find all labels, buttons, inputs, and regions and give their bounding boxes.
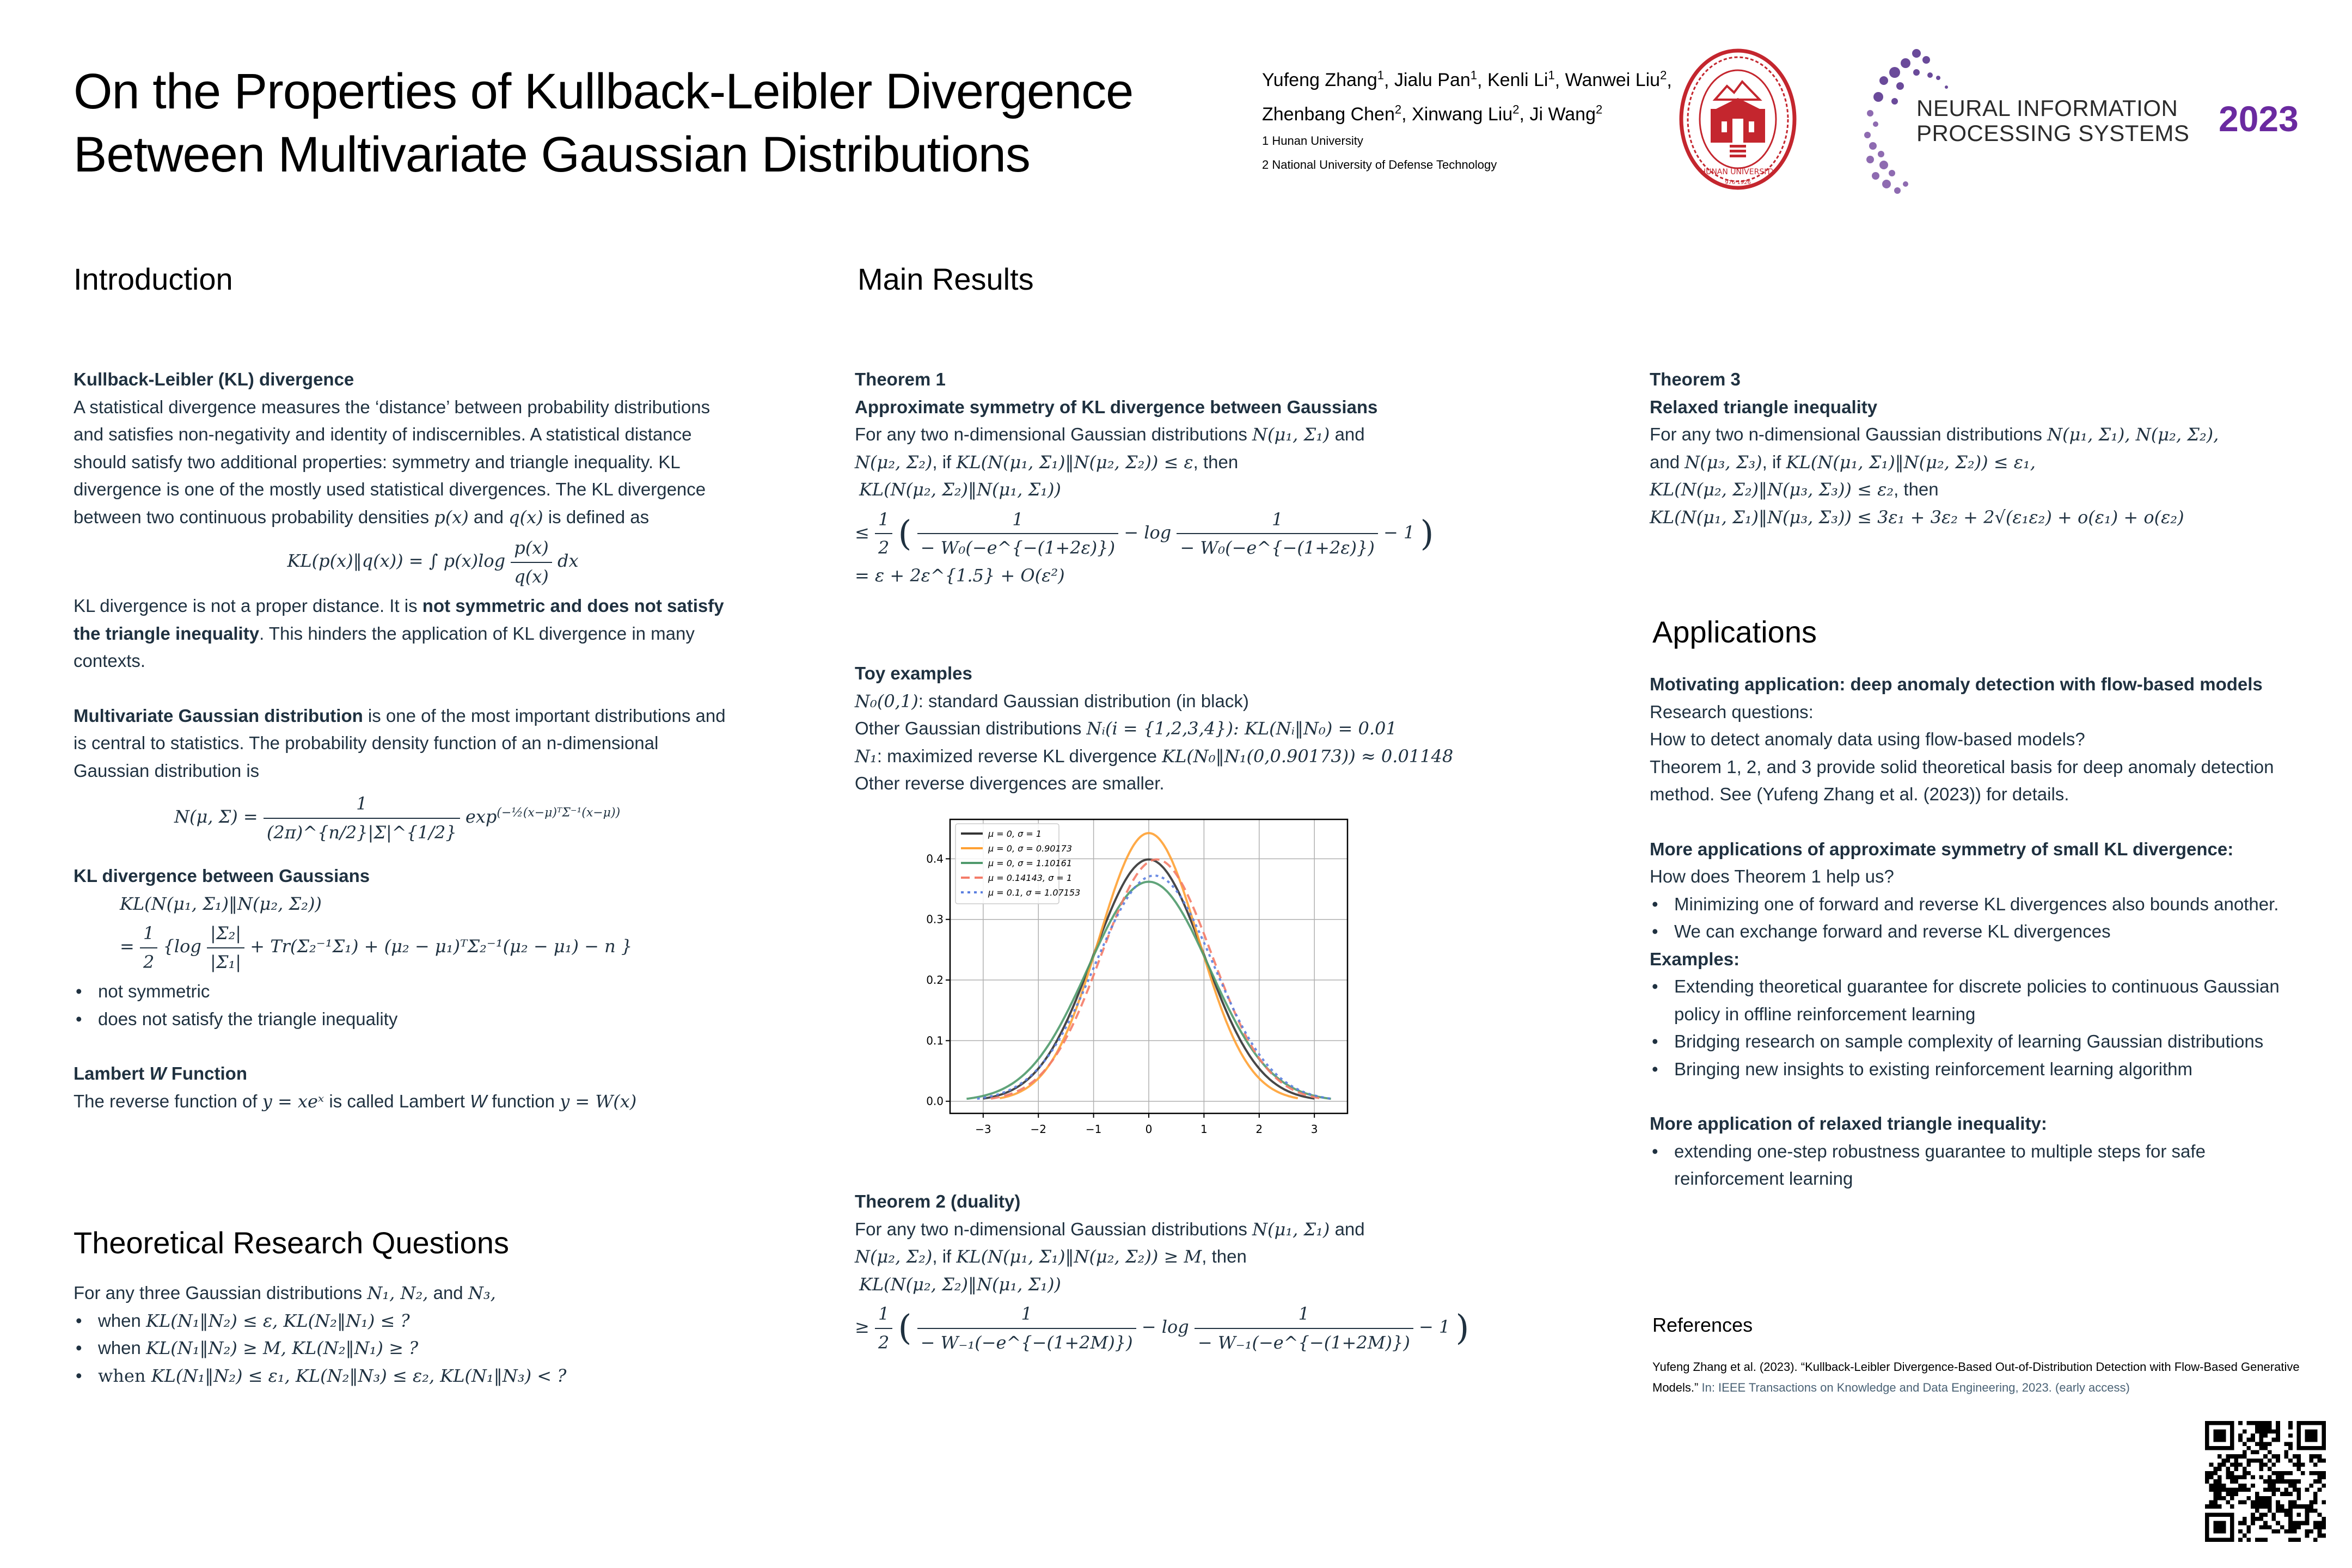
x-tick-label: 2 [1255, 1123, 1263, 1136]
theorem-1-bound: ≤ $\frac{1}{2}$ ( $\frac{1}{\text{− W₀(−e\textasciicircum{}\{−(1+2ε)\})}}$ − log $\frac{1}{\text{− W₀(−e\textasciicircum{}\{−(1+2ε)\})}}$ − 1 ) [855, 506, 1535, 562]
neurips-wordmark [1916, 96, 2189, 146]
x-tick-label: 0 [1145, 1123, 1153, 1136]
x-tick-label: 3 [1310, 1123, 1318, 1136]
list-item: • when KL(N₁‖N₂) ≥ M, KL(N₂‖N₁) ≥ ? [74, 1334, 754, 1362]
list-item: • Bringing new insights to existing reinforcement learning algorithm [1650, 1056, 2303, 1083]
research-questions-intro: For any three Gaussian distributions N₁, N₂, and N₃, [74, 1283, 496, 1303]
theorem-3-label: Theorem 3 [1650, 369, 1741, 389]
list-item: • Extending theoretical guarantee for discrete policies to continuous Gaussian policy in offline reinforcement learning [1650, 973, 2303, 1028]
list-item: • when KL(N₁‖N₂) ≤ ε₁, KL(N₂‖N₃) ≤ ε₂, KL(N₁‖N₃) < ? [74, 1362, 754, 1390]
legend-label: μ = 0, σ = 0.90173 [988, 843, 1072, 854]
y-tick-label: 0.0 [926, 1094, 944, 1108]
toy-line-2: Other Gaussian distributions Nᵢ(i = {1,2,3,4}): KL(Nᵢ‖N₀) = 0.01 [855, 718, 1397, 739]
kl-divergence-heading: Kullback-Leibler (KL) divergence [74, 369, 354, 389]
list-item: • Bridging research on sample complexity of learning Gaussian distributions [1650, 1028, 2303, 1056]
more-symmetry-heading: More applications of approximate symmetry of small KL divergence: [1650, 838, 2234, 859]
help-bullets [1650, 891, 2303, 946]
toy-examples [855, 660, 1563, 798]
how-theorem-helps: How does Theorem 1 help us? [1650, 866, 1894, 886]
neurips-line-1: NEURAL INFORMATION [1916, 95, 2178, 121]
affiliation-2: 2 National University of Defense Technology [1262, 157, 1497, 171]
x-tick-label: −3 [975, 1123, 991, 1136]
y-tick-label: 0.1 [926, 1034, 944, 1048]
kl-not-proper-paragraph: KL divergence is not a proper distance. It is not symmetric and does not satisfy the triangle inequality. This hinders the application of KL divergence in many contexts. [74, 596, 724, 671]
y-tick-label: 0.3 [926, 912, 944, 926]
qr-code-icon [2205, 1421, 2326, 1542]
title-line-2: Between Multivariate Gaussian Distributions [74, 127, 1030, 182]
research-question-text: How to detect anomaly data using flow-based models? [1650, 729, 2085, 749]
section-heading-applications: Applications [1652, 615, 1817, 649]
theorem-3-title: Relaxed triangle inequality [1650, 396, 1878, 417]
kl-divergence-paragraph: A statistical divergence measures the ‘distance’ between probability distributions and satisfies non-negativity and identity of indiscernibles. A statistical distance should satisfy two additional properties: symmetry and triangle inequality. KL divergence is one of the mostly used statistical divergences. The KL divergence between two continuous probability densities p(x) and q(x) is defined as [74, 396, 710, 528]
toy-line-4: Other reverse divergences are smaller. [855, 773, 1165, 793]
theorem-1-label: Theorem 1 [855, 369, 946, 389]
list-item: • does not satisfy the triangle inequality [74, 1006, 727, 1033]
x-tick-label: −2 [1030, 1123, 1046, 1136]
legend-label: μ = 0, σ = 1.10161 [988, 858, 1072, 868]
more-triangle-heading: More application of relaxed triangle inequality: [1650, 1113, 2047, 1134]
poster-title [74, 60, 1133, 186]
author: Yufeng Zhang$^1$ [1262, 69, 1384, 91]
theorem-2-statement: For any two n-dimensional Gaussian distributions N(μ₁, Σ₁) and N(μ₂, Σ₂), if KL(N(μ₁, Σ₁)‖N(μ₂, Σ₂)) ≥ M, then KL(N(μ₂, Σ₂)‖N(μ₁, Σ₁)) [855, 1218, 1365, 1295]
section-heading-research-questions: Theoretical Research Questions [74, 1226, 509, 1260]
theorem-2-bound: ≥ $\frac{1}{2}$ ( $\frac{1}{\text{− W₋₁(−e\textasciicircum{}\{−(1+2M)\})}}$ − log $\frac{1}{\text{− W₋₁(−e\textasciicircum{}\{−(1+2M)\})}}$ − 1 ) [855, 1300, 1563, 1356]
affiliation-1: 1 Hunan University [1262, 133, 1363, 148]
list-item: • extending one-step robustness guarantee to multiple steps for safe reinforcement learning [1650, 1138, 2303, 1193]
author: Wanwei Liu$^2$ [1565, 69, 1667, 91]
gaussian-pdf-formula: N(μ, Σ) = $\frac{1}{(2\pi)\^{}\{n/2\}|\Sigma|\^{}\{1/2\}}$ $\exp^{(-\frac{1}{2}(x-\mu)ᵀ\Sigma^{-1}(x-\mu))}$ [174, 790, 727, 846]
authors-line-1: Yufeng Zhang$^1$, Jialu Pan$^1$, Kenli Li$^1$, Wanwei Liu$^2$, [1262, 69, 1672, 91]
toy-line-3: N₁: maximized reverse KL divergence KL(N₀‖N₁(0,0.90173)) ≈ 0.01148 [855, 745, 1454, 767]
research-questions-list [74, 1307, 754, 1390]
author: Kenli Li$^1$ [1487, 69, 1555, 91]
theorem-3-statement: For any two n-dimensional Gaussian distributions N(μ₁, Σ₁), N(μ₂, Σ₂), and N(μ₃, Σ₃), if KL(N(μ₁, Σ₁)‖N(μ₂, Σ₂)) ≤ ε₁, KL(N(μ₂, Σ₂)‖N(μ₃, Σ₃)) ≤ ε₂, then KL(N(μ₁, Σ₁)‖N(μ₃, Σ₃)) ≤ 3ε₁ + 3ε₂ + 2√(ε₁ε₂) + o(ε₁) + o(ε₂) [1650, 424, 2219, 528]
series-line [977, 875, 1332, 1099]
toy-examples-heading: Toy examples [855, 663, 972, 683]
hunan-logo-year: 976·1926 [1725, 180, 1751, 186]
theoretical-basis-text: Theorem 1, 2, and 3 provide solid theoretical basis for deep anomaly detection method. See (Yufeng Zhang et al. (2023)) for details. [1650, 756, 2274, 804]
examples-heading: Examples: [1650, 948, 1740, 969]
chart-legend [955, 824, 1080, 904]
lambert-paragraph: The reverse function of y = xeˣ is called Lambert W function y = W(x) [74, 1091, 637, 1112]
list-item: • We can exchange forward and reverse KL divergences [1650, 918, 2303, 946]
neurips-year: 2023 [2219, 99, 2299, 139]
author-list [1262, 61, 1672, 177]
legend-label: μ = 0, σ = 1 [988, 829, 1042, 839]
reference-entry: Yufeng Zhang et al. (2023). “Kullback-Leibler Divergence-Based Out-of-Distribution Detection with Flow-Based Generative Models.” In: IEEE Transactions on Knowledge and Data Engineering, 2023. (early access) [1652, 1360, 2300, 1394]
authors-line-2: Zhenbang Chen$^2$, Xinwang Liu$^2$, Ji Wang$^2$ [1262, 102, 1603, 125]
hunan-university-logo [1678, 48, 1798, 191]
x-tick-label: 1 [1200, 1123, 1208, 1136]
hunan-logo-text: HUNAN UNIVERSITY [1700, 168, 1776, 176]
theorem-3 [1650, 366, 2330, 531]
theorem-1-statement: For any two n-dimensional Gaussian distributions N(μ₁, Σ₁) and N(μ₂, Σ₂), if KL(N(μ₁, Σ₁)‖N(μ₂, Σ₂)) ≤ ε, then KL(N(μ₂, Σ₂)‖N(μ₁, Σ₁)) [855, 424, 1365, 500]
triangle-bullets [1650, 1138, 2303, 1193]
introduction-section [74, 366, 727, 1115]
theorem-1-title: Approximate symmetry of KL divergence between Gaussians [855, 396, 1378, 417]
theorem-1-result: = ε + 2ε^{1.5} + O(ε²) [855, 565, 1065, 586]
legend-label: μ = 0.1, σ = 1.07153 [988, 887, 1081, 898]
list-item: • when KL(N₁‖N₂) ≤ ε, KL(N₂‖N₁) ≤ ? [74, 1307, 754, 1335]
y-tick-label: 0.4 [926, 852, 944, 866]
list-item: • not symmetric [74, 978, 727, 1006]
author: Xinwang Liu$^2$ [1412, 102, 1520, 125]
section-heading-references: References [1652, 1314, 1753, 1336]
theorem-1 [855, 366, 1535, 589]
kl-gaussians-bullets [74, 978, 727, 1033]
neurips-line-2: PROCESSING SYSTEMS [1916, 120, 2190, 146]
theorem-2-label: Theorem 2 (duality) [855, 1191, 1021, 1211]
toy-line-1: N₀(0,1): standard Gaussian distribution (in black) [855, 690, 1249, 712]
research-questions-label: Research questions: [1650, 701, 1814, 722]
motivating-application-heading: Motivating application: deep anomaly detection with flow-based models [1650, 674, 2263, 694]
theorem-2 [855, 1188, 1563, 1356]
title-line-1: On the Properties of Kullback-Leibler Divergence [74, 64, 1134, 119]
section-heading-introduction: Introduction [74, 262, 233, 296]
author: Jialu Pan$^1$ [1394, 69, 1478, 91]
mvg-paragraph: Multivariate Gaussian distribution is one of the most important distributions and is central to statistics. The probability density function of an n-dimensional Gaussian distribution is [74, 705, 726, 781]
y-tick-label: 0.2 [926, 973, 944, 987]
kl-definition-formula: KL(p(x)‖q(x)) = ∫ p(x)log $\frac{p(x)}{q(x)}$ dx [74, 534, 727, 590]
legend-label: μ = 0.14143, σ = 1 [988, 873, 1072, 883]
kl-gaussians-heading: KL divergence between Gaussians [74, 866, 370, 886]
list-item: • Minimizing one of forward and reverse KL divergences also bounds another. [1650, 891, 2303, 918]
section-heading-main-results: Main Results [857, 262, 1034, 296]
gaussian-comparison-chart [920, 814, 1372, 1141]
research-questions-section [74, 1279, 754, 1389]
example-bullets [1650, 973, 2303, 1083]
applications-section [1650, 671, 2303, 1193]
reference-venue: In: IEEE Transactions on Knowledge and Data Engineering, 2023. (early access) [1698, 1381, 2130, 1394]
lambert-heading: Lambert W Function [74, 1063, 247, 1083]
author: Ji Wang$^2$ [1529, 102, 1603, 125]
author: Zhenbang Chen$^2$ [1262, 102, 1402, 125]
x-tick-label: −1 [1085, 1123, 1102, 1136]
kl-gaussians-formula-line-1: KL(N(μ₁, Σ₁)‖N(μ₂, Σ₂)) [120, 893, 322, 914]
kl-gaussians-formula-line-2: = $\frac{1}{2}$ {log $\frac{\text{|Σ₂|}}{\text{|Σ₁|}}$ + Tr(Σ₂⁻¹Σ₁) + (μ₂ − μ₁)ᵀΣ₂⁻¹(μ₂ − μ₁) − n } [74, 920, 727, 976]
